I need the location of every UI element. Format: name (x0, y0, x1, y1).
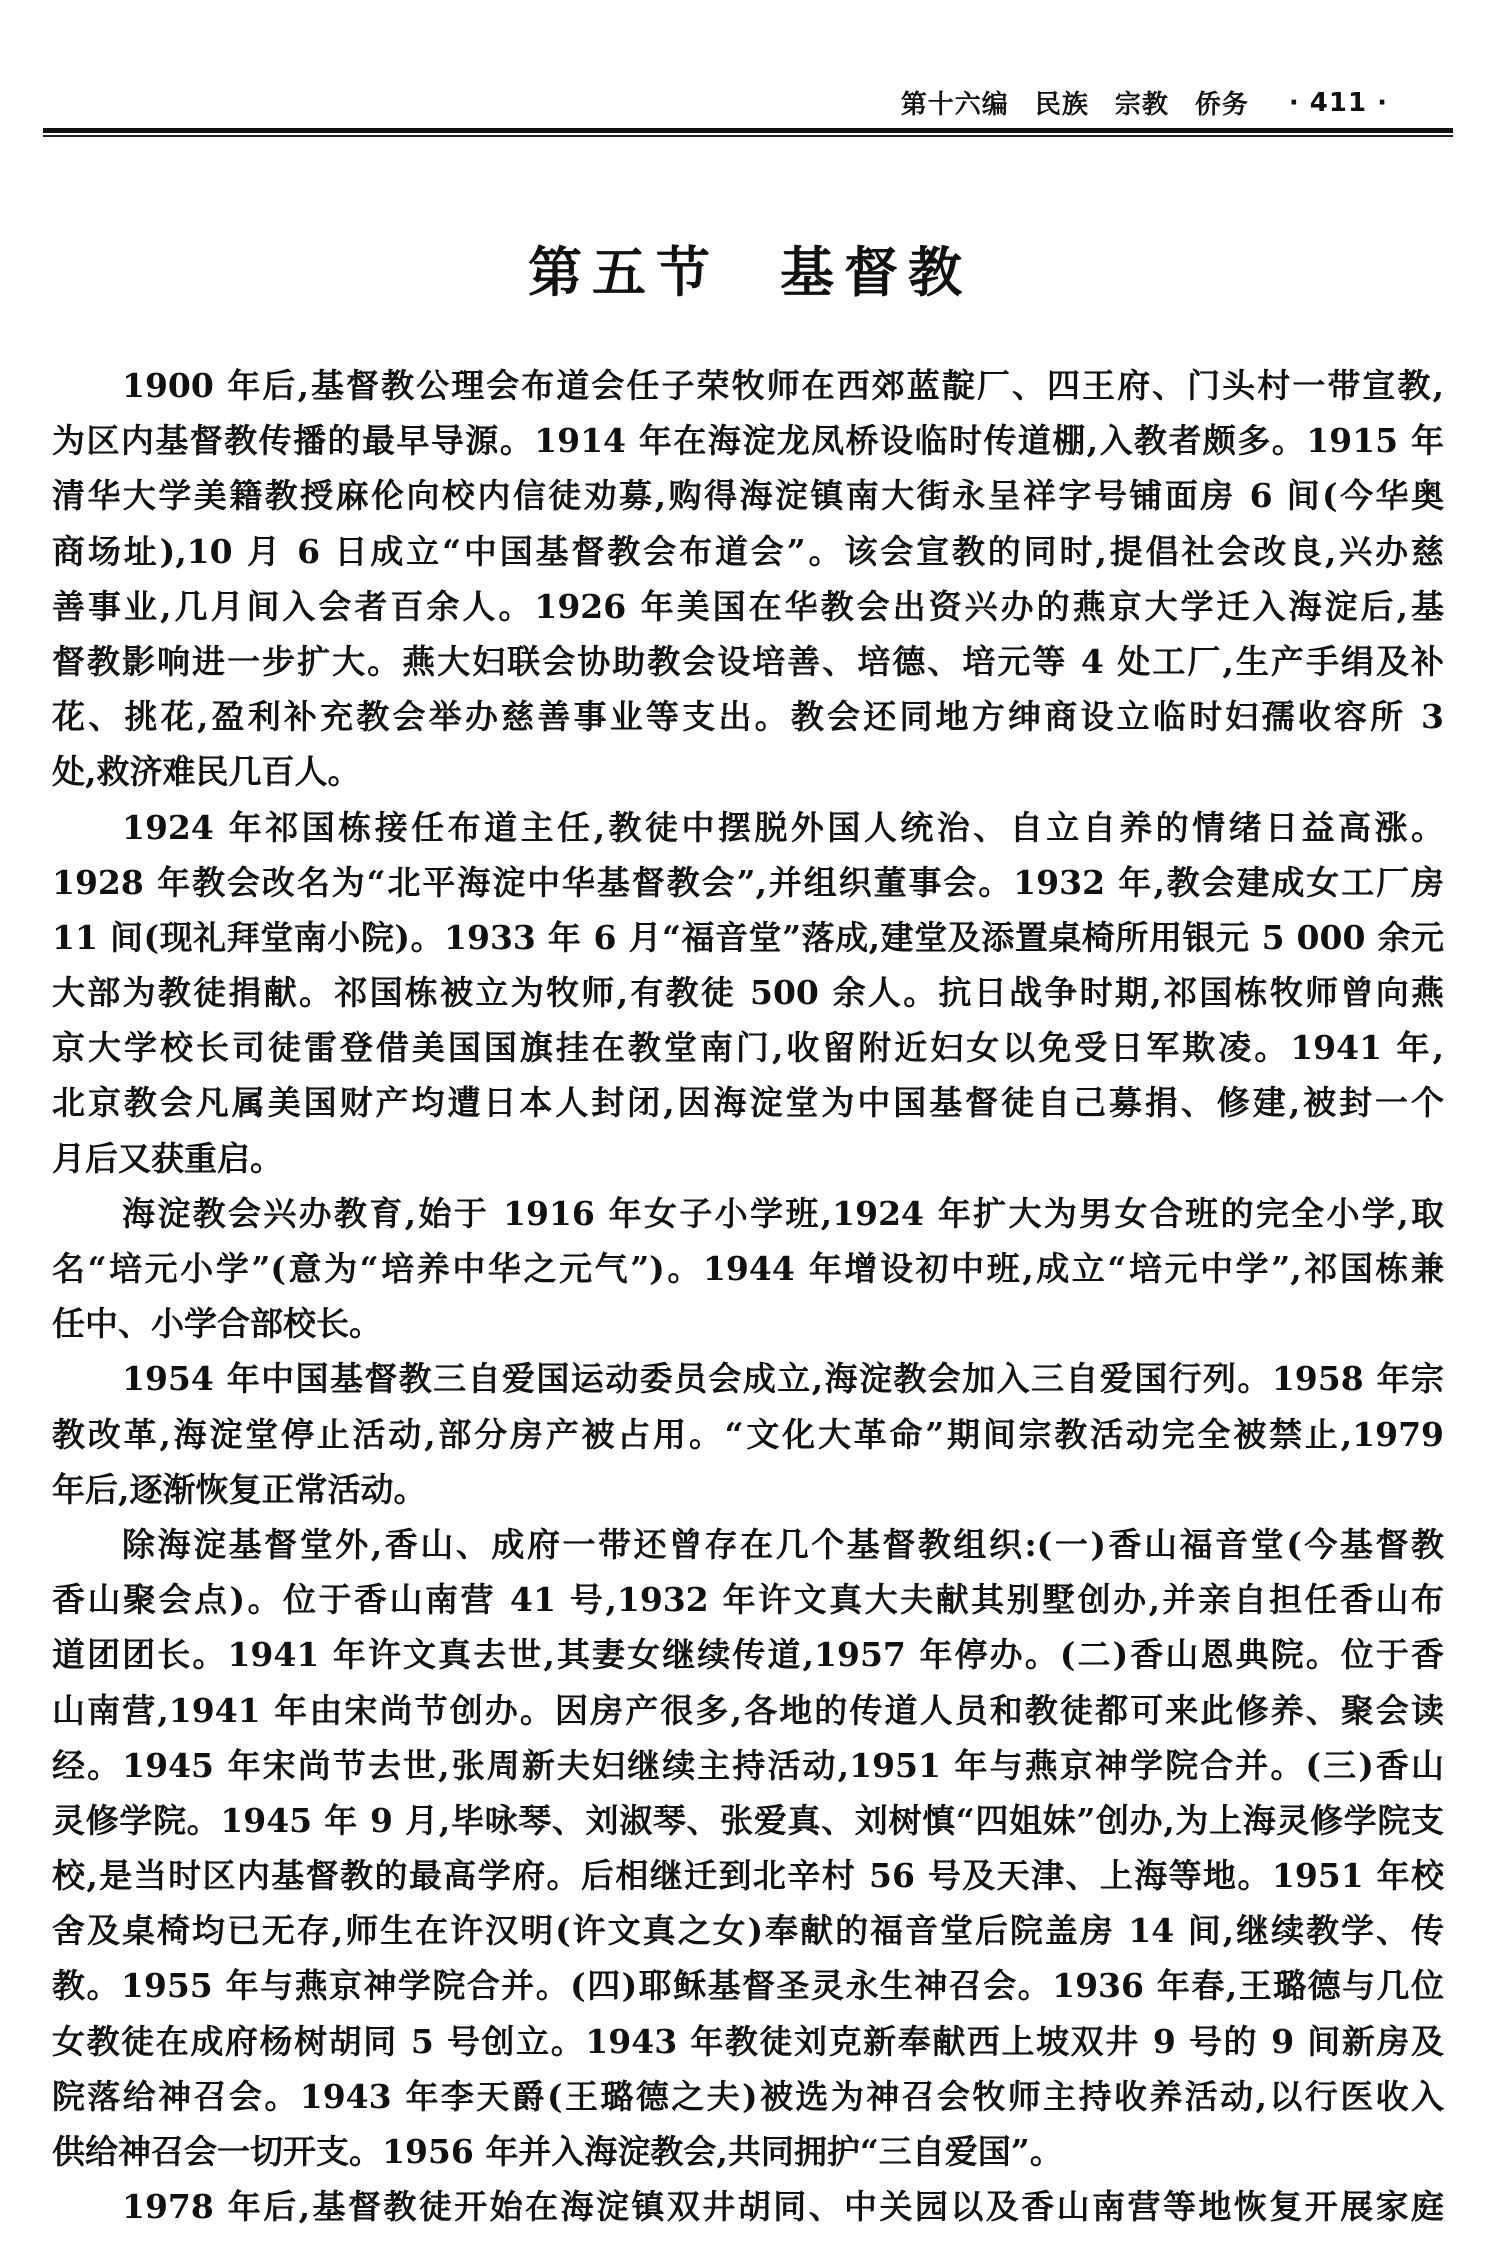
text-line: 1900 年后,基督教公理会布道会任子荣牧师在西郊蓝靛厂、四王府、门头村一带宣教, (122, 366, 1444, 405)
text-line: 供给神召会一切开支。1956 年并入海淀教会,共同拥护“三自爱国”。 (52, 2132, 1063, 2171)
text-line: 为区内基督教传播的最早导源。1914 年在海淀龙凤桥设临时传道棚,入教者颇多。1915 年 (52, 421, 1444, 461)
header-rule-thin (43, 135, 1453, 137)
text-line: 除海淀基督堂外,香山、成府一带还曾存在几个基督教组织:(一)香山福音堂(今基督教 (122, 1524, 1444, 1564)
part-label: 第十六编 (900, 90, 1009, 120)
text-line: 商场址),10 月 6 日成立“中国基督教会布道会”。该会宣教的同时,提倡社会改良,兴办慈 (52, 531, 1444, 571)
text-line: 处,救济难民几百人。 (52, 752, 361, 792)
text-line: 经。1945 年宋尚节去世,张周新夫妇继续主持活动,1951 年与燕京神学院合并。(三)香山 (52, 1745, 1444, 1785)
running-head (901, 84, 1388, 121)
text-line: 教改革,海淀堂停止活动,部分房产被占用。“文化大革命”期间宗教活动完全被禁止,1979 (52, 1414, 1444, 1454)
text-line: 名“培元小学”(意为“培养中华之元气”)。1944 年增设初中班,成立“培元中学”,祁国栋兼 (52, 1249, 1444, 1288)
section-title (0, 230, 1500, 307)
text-line: 海淀教会兴办教育,始于 1916 年女子小学班,1924 年扩大为男女合班的完全小学,取 (122, 1193, 1444, 1233)
text-line: 年后,逐渐恢复正常活动。 (52, 1469, 427, 1509)
paragraph (52, 358, 1444, 800)
text-line: 教。1955 年与燕京神学院合并。(四)耶稣基督圣灵永生神召会。1936 年春,王璐德与几位 (52, 1966, 1444, 2006)
text-line: 11 间(现礼拜堂南小院)。1933 年 6 月“福音堂”落成,建堂及添置桌椅所用银元 5 000 余元 (52, 917, 1444, 957)
text-line: 督教影响进一步扩大。燕大妇联会协助教会设培善、培德、培元等 4 处工厂,生产手绢及补 (52, 641, 1444, 681)
text-line: 大部为教徒捐献。祁国栋被立为牧师,有教徒 500 余人。抗日战争时期,祁国栋牧师曾向燕 (52, 973, 1444, 1013)
text-line: 任中、小学合部校长。 (52, 1304, 382, 1344)
topic-label: 侨务 (1194, 90, 1249, 120)
text-line: 清华大学美籍教授麻伦向校内信徒劝募,购得海淀镇南大街永呈祥字号铺面房 6 间(今华奥 (52, 476, 1444, 516)
text-line: 1924 年祁国栋接任布道主任,教徒中摆脱外国人统治、自立自养的情绪日益高涨。 (122, 807, 1444, 847)
text-line: 1978 年后,基督教徒开始在海淀镇双井胡同、中关园以及香山南营等地恢复开展家庭 (122, 2187, 1444, 2227)
topic-label: 民族 (1034, 90, 1089, 120)
page-number: · 411 · (1288, 87, 1388, 118)
text-line: 道团团长。1941 年许文真去世,其妻女继续传道,1957 年停办。(二)香山恩典院。位于香 (52, 1635, 1444, 1675)
text-line: 京大学校长司徒雷登借美国国旗挂在教堂南门,收留附近妇女以免受日军欺凌。1941 年, (52, 1028, 1444, 1068)
text-line: 善事业,几月间入会者百余人。1926 年美国在华教会出资兴办的燕京大学迁入海淀后,基 (52, 586, 1444, 626)
text-line: 北京教会凡属美国财产均遭日本人封闭,因海淀堂为中国基督徒自己募捐、修建,被封一个 (52, 1083, 1444, 1123)
text-line: 灵修学院。1945 年 9 月,毕咏琴、刘淑琴、张爱真、刘树慎“四姐妹”创办,为上海灵修学院支 (52, 1800, 1444, 1840)
section-number: 第五节 (528, 240, 720, 304)
paragraph (52, 1186, 1444, 1352)
text-line: 1928 年教会改名为“北平海淀中华基督教会”,并组织董事会。1932 年,教会建成女工厂房 (52, 862, 1444, 902)
text-line: 女教徒在成府杨树胡同 5 号创立。1943 年教徒刘克新奉献西上坡双井 9 号的 9 间新房及 (52, 2021, 1444, 2061)
section-name: 基督教 (780, 240, 972, 304)
text-line: 香山聚会点)。位于香山南营 41 号,1932 年许文真大夫献其别墅创办,并亲自担任香山布 (52, 1580, 1444, 1620)
text-line: 舍及桌椅均已无存,师生在许汉明(许文真之女)奉献的福音堂后院盖房 14 间,继续教学、传 (52, 1911, 1444, 1951)
text-line: 校,是当时区内基督教的最高学府。后相继迁到北辛村 56 号及天津、上海等地。1951 年校 (52, 1856, 1444, 1896)
topic-label: 宗教 (1114, 90, 1169, 120)
header-rule (43, 128, 1453, 133)
paragraph (52, 1351, 1444, 1517)
text-line: 花、挑花,盈利补充教会举办慈善事业等支出。教会还同地方绅商设立临时妇孺收容所 3 (52, 697, 1444, 737)
paragraph (52, 2179, 1444, 2234)
text-line: 月后又获重启。 (52, 1138, 283, 1178)
paragraph (52, 1517, 1444, 2179)
body-text (52, 358, 1444, 2234)
text-line: 1954 年中国基督教三自爱国运动委员会成立,海淀教会加入三自爱国行列。1958 年宗 (122, 1359, 1444, 1399)
paragraph (52, 800, 1444, 1186)
text-line: 院落给神召会。1943 年李天爵(王璐德之夫)被选为神召会牧师主持收养活动,以行医收入 (52, 2076, 1444, 2116)
text-line: 山南营,1941 年由宋尚节创办。因房产很多,各地的传道人员和教徒都可来此修养、聚会读 (52, 1690, 1444, 1730)
